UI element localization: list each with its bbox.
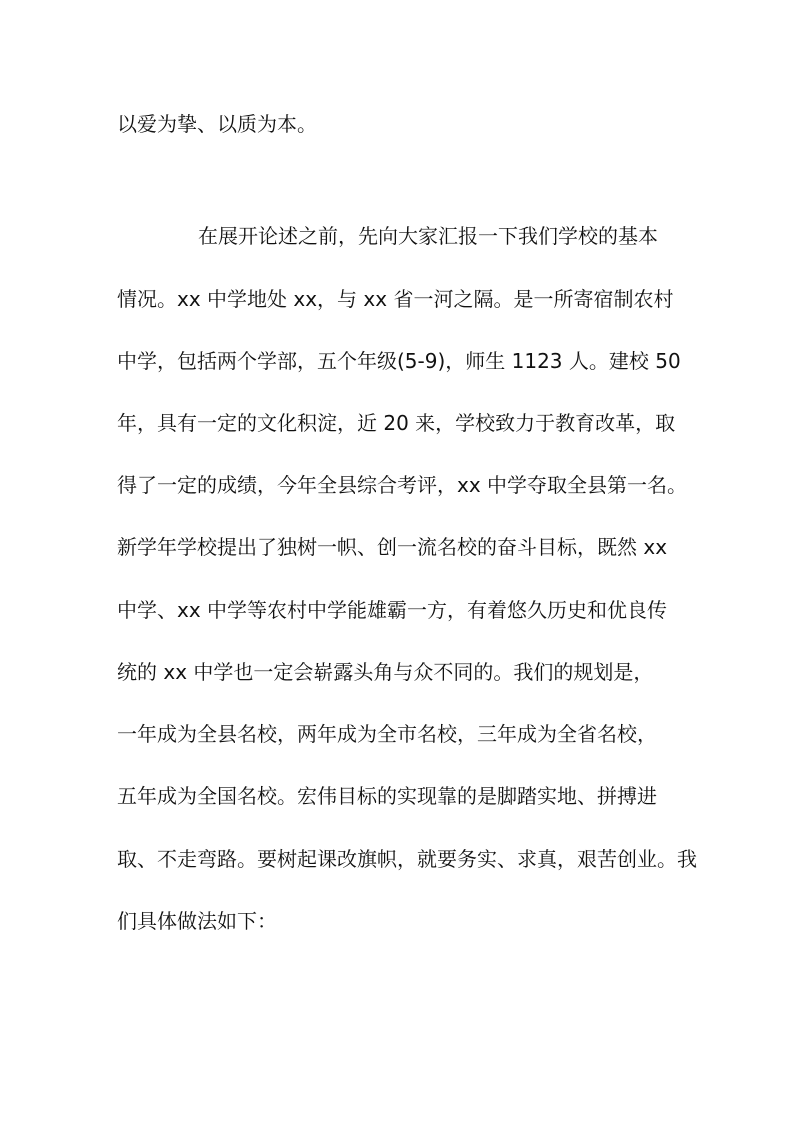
text-line-11: 五年成为全国名校。宏伟目标的实现靠的是脚踏实地、拼搏进 [117,784,657,808]
text-line-12: 取、不走弯路。要树起课改旗帜，就要务实、求真，艰苦创业。我 [117,847,697,871]
text-line-9: 统的 xx 中学也一定会崭露头角与众不同的。我们的规划是， [117,660,654,684]
text-line-6: 得了一定的成绩，今年全县综合考评，xx 中学夺取全县第一名。 [117,473,688,497]
text-line-5: 年，具有一定的文化积淀，近 20 来，学校致力于教育改革，取 [117,411,676,435]
text-line-10: 一年成为全县名校，两年成为全市名校，三年成为全省名校， [117,722,657,746]
text-line-3: 情况。xx 中学地处 xx，与 xx 省一河之隔。是一所寄宿制农村 [117,287,674,311]
text-line-1: 以爱为挚、以质为本。 [117,112,317,136]
paragraph-first-line: 在展开论述之前，先向大家汇报一下我们学校的基本 [198,224,658,248]
text-line-8: 中学、xx 中学等农村中学能雄霸一方，有着悠久历史和优良传 [117,598,668,622]
text-line-13: 们具体做法如下： [117,909,277,933]
text-line-4: 中学，包括两个学部，五个年级(5-9)，师生 1123 人。建校 50 [117,349,681,373]
text-line-7: 新学年学校提出了独树一帜、创一流名校的奋斗目标，既然 xx [117,535,668,559]
